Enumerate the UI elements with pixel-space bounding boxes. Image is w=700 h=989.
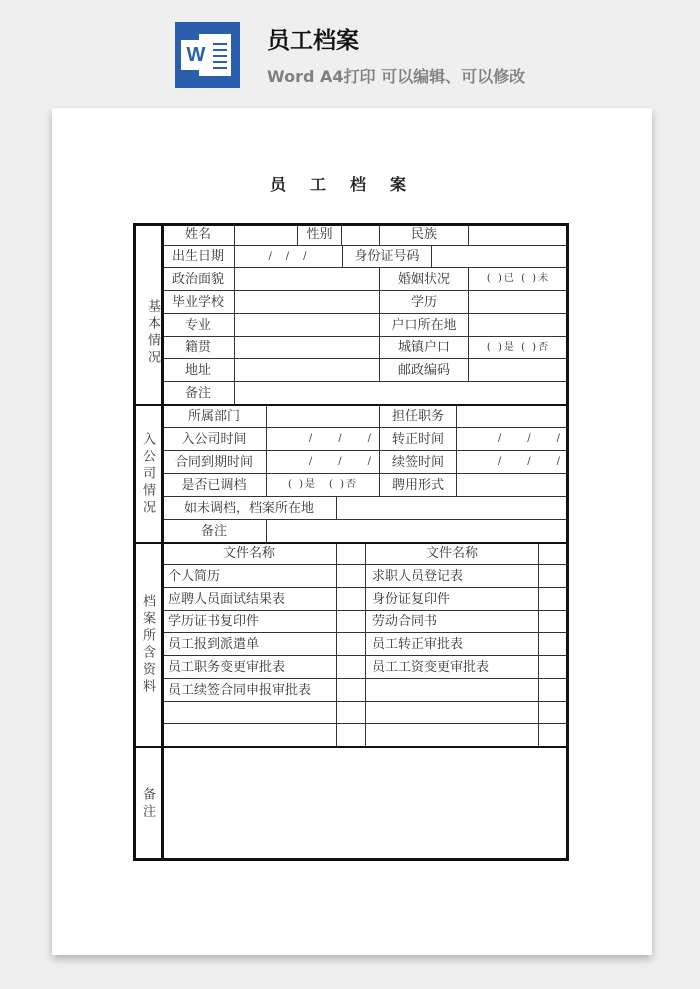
document-title: 员工档案 bbox=[269, 175, 430, 194]
file-name-right: 劳动合同书 bbox=[366, 611, 539, 633]
label-file-transferred: 是否已调档 bbox=[162, 474, 267, 497]
marital-options[interactable]: ( )已 ( )未 bbox=[469, 268, 569, 291]
regular-date-field[interactable]: / / / bbox=[457, 428, 569, 451]
label-school: 毕业学校 bbox=[162, 291, 235, 314]
contract-expiry-field[interactable]: / / / bbox=[267, 451, 380, 474]
label-renewal-date: 续签时间 bbox=[380, 451, 457, 474]
renewal-date-field[interactable]: / / / bbox=[457, 451, 569, 474]
label-birth-date: 出生日期 bbox=[162, 246, 235, 268]
file-name-left: 应聘人员面试结果表 bbox=[162, 588, 337, 611]
header-subtitle: Word A4打印 可以编辑、可以修改 bbox=[267, 67, 526, 86]
file-name-left: 员工报到派遣单 bbox=[162, 633, 337, 656]
file-name-right: 员工工资变更审批表 bbox=[366, 656, 539, 679]
urban-hukou-options[interactable]: ( )是 ( )否 bbox=[469, 337, 569, 359]
section-label-notes: 备注 bbox=[140, 787, 155, 821]
label-urban-hukou: 城镇户口 bbox=[380, 337, 469, 359]
label-contract-expiry: 合同到期时间 bbox=[162, 451, 267, 474]
section-label-company: 入公司情况 bbox=[140, 431, 155, 517]
file-col-header-right: 文件名称 bbox=[366, 543, 539, 565]
label-join-date: 入公司时间 bbox=[162, 428, 267, 451]
label-department: 所属部门 bbox=[162, 405, 267, 428]
file-name-left: 员工职务变更审批表 bbox=[162, 656, 337, 679]
label-employment-type: 聘用形式 bbox=[380, 474, 457, 497]
label-name: 姓名 bbox=[162, 223, 235, 246]
label-ethnicity: 民族 bbox=[380, 223, 469, 246]
word-document-icon bbox=[175, 22, 240, 88]
label-hukou-location: 户口所在地 bbox=[380, 314, 469, 337]
label-file-location: 如未调档，档案所在地 bbox=[162, 497, 337, 520]
label-major: 专业 bbox=[162, 314, 235, 337]
file-transferred-options[interactable]: ( )是 ( )否 bbox=[267, 474, 380, 497]
section-label-basic: 基本情况 bbox=[145, 299, 160, 367]
section-divider bbox=[133, 404, 569, 406]
section-divider bbox=[133, 542, 569, 544]
label-gender: 性别 bbox=[298, 223, 342, 246]
file-name-right: 员工转正审批表 bbox=[366, 633, 539, 656]
header-title: 员工档案 bbox=[267, 28, 359, 54]
label-id-number: 身份证号码 bbox=[343, 246, 432, 268]
label-political: 政治面貌 bbox=[162, 268, 235, 291]
file-name-left: 个人简历 bbox=[162, 565, 337, 588]
file-name-right: 身份证复印件 bbox=[366, 588, 539, 611]
join-date-field[interactable]: / / / bbox=[267, 428, 380, 451]
label-company-remarks: 备注 bbox=[162, 520, 267, 543]
label-marital: 婚姻状况 bbox=[380, 268, 469, 291]
file-name-right: 求职人员登记表 bbox=[366, 565, 539, 588]
label-education: 学历 bbox=[380, 291, 469, 314]
section-label-files: 档案所含资料 bbox=[140, 594, 155, 696]
label-basic-remarks: 备注 bbox=[162, 382, 235, 405]
label-regular-date: 转正时间 bbox=[380, 428, 457, 451]
label-address: 地址 bbox=[162, 359, 235, 382]
label-postcode: 邮政编码 bbox=[380, 359, 469, 382]
label-native-place: 籍贯 bbox=[162, 337, 235, 359]
file-name-left: 员工续签合同申报审批表 bbox=[162, 679, 337, 702]
word-letter: W bbox=[181, 40, 211, 70]
file-name-left: 学历证书复印件 bbox=[162, 611, 337, 633]
label-position: 担任职务 bbox=[380, 405, 457, 428]
section-divider bbox=[133, 746, 569, 748]
file-col-header-left: 文件名称 bbox=[162, 543, 337, 565]
birth-date-field[interactable]: / / / bbox=[235, 246, 343, 268]
